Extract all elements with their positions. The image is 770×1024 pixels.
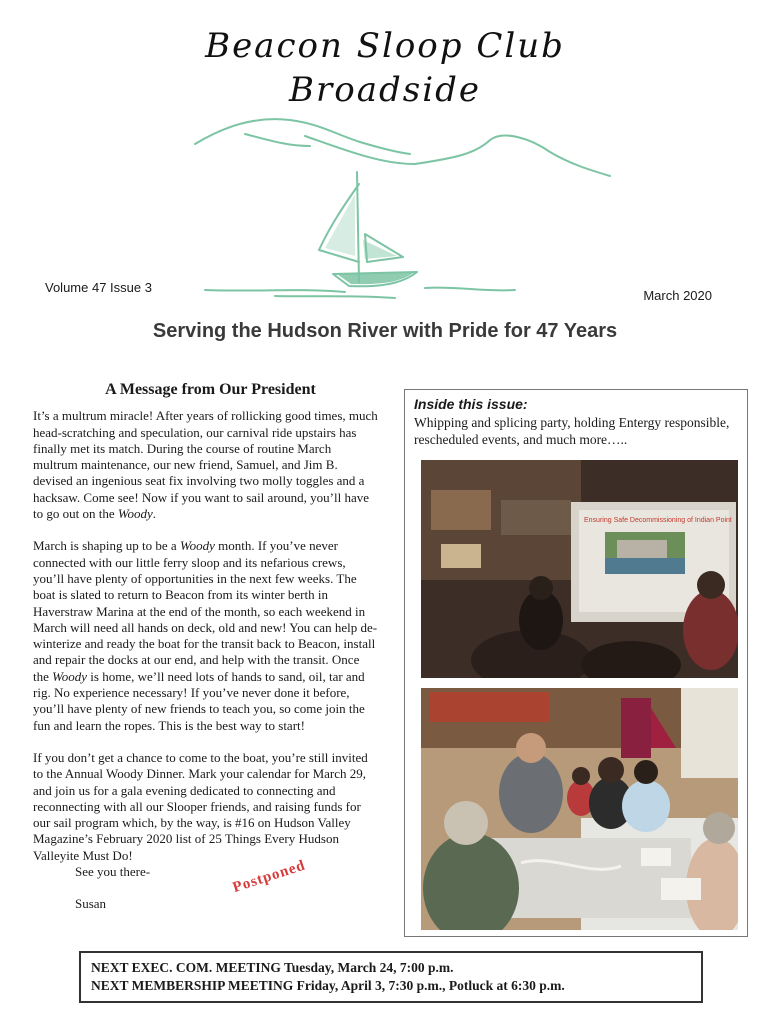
slide-title: Ensuring Safe Decommissioning of Indian Point — [584, 517, 732, 524]
membership-meeting-notice: NEXT MEMBERSHIP MEETING Friday, April 3, 7:30 p.m., Potluck at 6:30 p.m. — [91, 978, 565, 993]
meeting-notice-box — [79, 951, 703, 1003]
tagline: Serving the Hudson River with Pride for 47 Years — [152, 320, 618, 342]
inside-summary: Whipping and splicing party, holding Entergy responsible, rescheduled events, and much more….. — [414, 415, 730, 447]
article-heading: A Message from Our President — [105, 381, 316, 398]
title-line-1: Beacon Sloop Club — [205, 26, 565, 66]
newsletter-title — [0, 24, 770, 112]
issue-date: March 2020 — [643, 288, 712, 303]
inside-title: Inside this issue: — [414, 396, 528, 412]
presentation-photo — [421, 460, 738, 678]
postponed-stamp: Postponed — [230, 857, 308, 897]
splicing-party-photo — [421, 688, 738, 930]
president-message — [33, 382, 378, 929]
title-line-2: Broadside — [289, 70, 481, 110]
article-paragraph-1: It’s a multrum miracle! After years of rollicking good times, much head-scratching and speculation, our carnival ride upstairs has finally met its match. During the course of routine March multrum maintenance, our new friend, Samuel, and Jim B. devised an ingenious seat fix involving two molly toggles and a hacksaw. Come see! Now if you want to sail around, you’ll have to go out on the Woody. — [33, 408, 378, 522]
signature: Susan — [75, 896, 107, 912]
exec-meeting-notice: NEXT EXEC. COM. MEETING Tuesday, March 24, 7:00 p.m. — [91, 960, 454, 975]
inside-this-issue-box — [404, 389, 748, 937]
article-paragraph-2: March is shaping up to be a Woody month. If you’ve never connected with our little ferry sloop and its nefarious crews, you’ll have plenty of opportunities in the next few weeks. The boat is slated to return to Beacon from its winter berth in Haverstraw Marina at the end of the month, so each weekend in March will need all hands on deck, old and new! You can help de-winterize and ready the boat for the transit back to Beacon, install and repair the docks at our end, and help with the transit. Once the Woody is home, we’ll need lots of hands to sand, oil, tar and rig. No experience necessary! If you’ve never done it before, you’ll have plenty of new friends to teach you, so come join the fun and learn the ropes. This is the best way to start! — [33, 538, 378, 733]
sloop-hills-illustration — [185, 112, 615, 302]
signoff: See you there- — [75, 864, 151, 880]
volume-issue: Volume 47 Issue 3 — [45, 280, 152, 295]
article-paragraph-3: If you don’t get a chance to come to the boat, you’re still invited to the Annual Woody Dinner. Mark your calendar for March 29, and join us for a gala evening dedicated to connecting and reconnecting with all our Slooper friends, and raising funds for our sail program which, by the way, is #16 on Hudson Valley Magazine’s February 2020 list of 25 Things Every Hudson Valleyite Must Do! — [33, 749, 368, 863]
